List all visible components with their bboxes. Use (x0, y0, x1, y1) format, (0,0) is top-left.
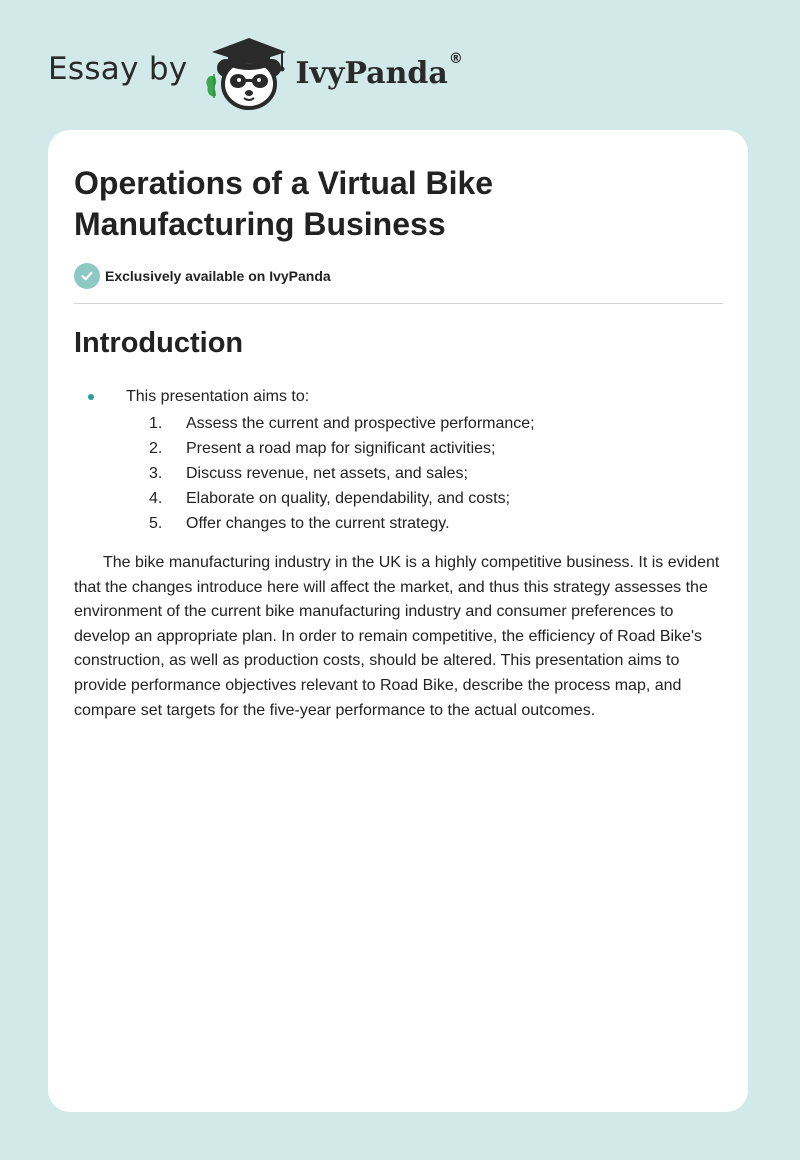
numbered-list (74, 411, 714, 536)
essay-title: Operations of a Virtual Bike Manufacturing Business (74, 165, 494, 242)
exclusive-badge (74, 263, 331, 289)
section-heading: Introduction (74, 327, 244, 359)
list-item-text: Discuss revenue, net assets, and sales; (186, 465, 468, 482)
body-paragraph: The bike manufacturing industry in the UK is a highly competitive business. It is evident that the changes introduce here will affect the market, and thus this strategy assesses the environment of the current bike manufacturing industry and consumer preferences to develop an appropriate plan. In order to remain competitive, the efficiency of Road Bike's construction, as well as production costs, should be altered. This presentation aims to provide performance objectives relevant to Road Bike, describe the process map, and compare set targets for the five-year performance to the actual outcomes. (74, 554, 720, 719)
list-item-text: Assess the current and prospective performance; (186, 415, 535, 432)
check-icon (74, 263, 100, 289)
list-item-number: 2. (149, 440, 163, 457)
list-item-text: Offer changes to the current strategy. (186, 515, 450, 532)
list-item-number: 1. (149, 415, 163, 432)
list-item (74, 436, 714, 461)
bullet-dot-icon (88, 394, 94, 400)
list-item-text: Elaborate on quality, dependability, and costs; (186, 490, 511, 507)
essay-by-label: Essay by (48, 51, 188, 87)
exclusive-badge-label: Exclusively available on IvyPanda (105, 268, 331, 284)
site-header (48, 34, 463, 110)
bullet-item (74, 386, 714, 408)
brand-name: IvyPanda (295, 55, 448, 91)
list-item (74, 461, 714, 486)
title-divider (74, 303, 723, 304)
bullet-text: This presentation aims to: (126, 388, 310, 405)
list-item (74, 411, 714, 436)
registered-mark: ® (448, 51, 463, 67)
list-item (74, 511, 714, 536)
list-item (74, 486, 714, 511)
panda-graduate-icon (202, 34, 294, 110)
essay-card (48, 130, 748, 1112)
list-item-number: 4. (149, 490, 163, 507)
list-item-text: Present a road map for significant activities; (186, 440, 496, 457)
list-item-number: 3. (149, 465, 163, 482)
list-item-number: 5. (149, 515, 163, 532)
